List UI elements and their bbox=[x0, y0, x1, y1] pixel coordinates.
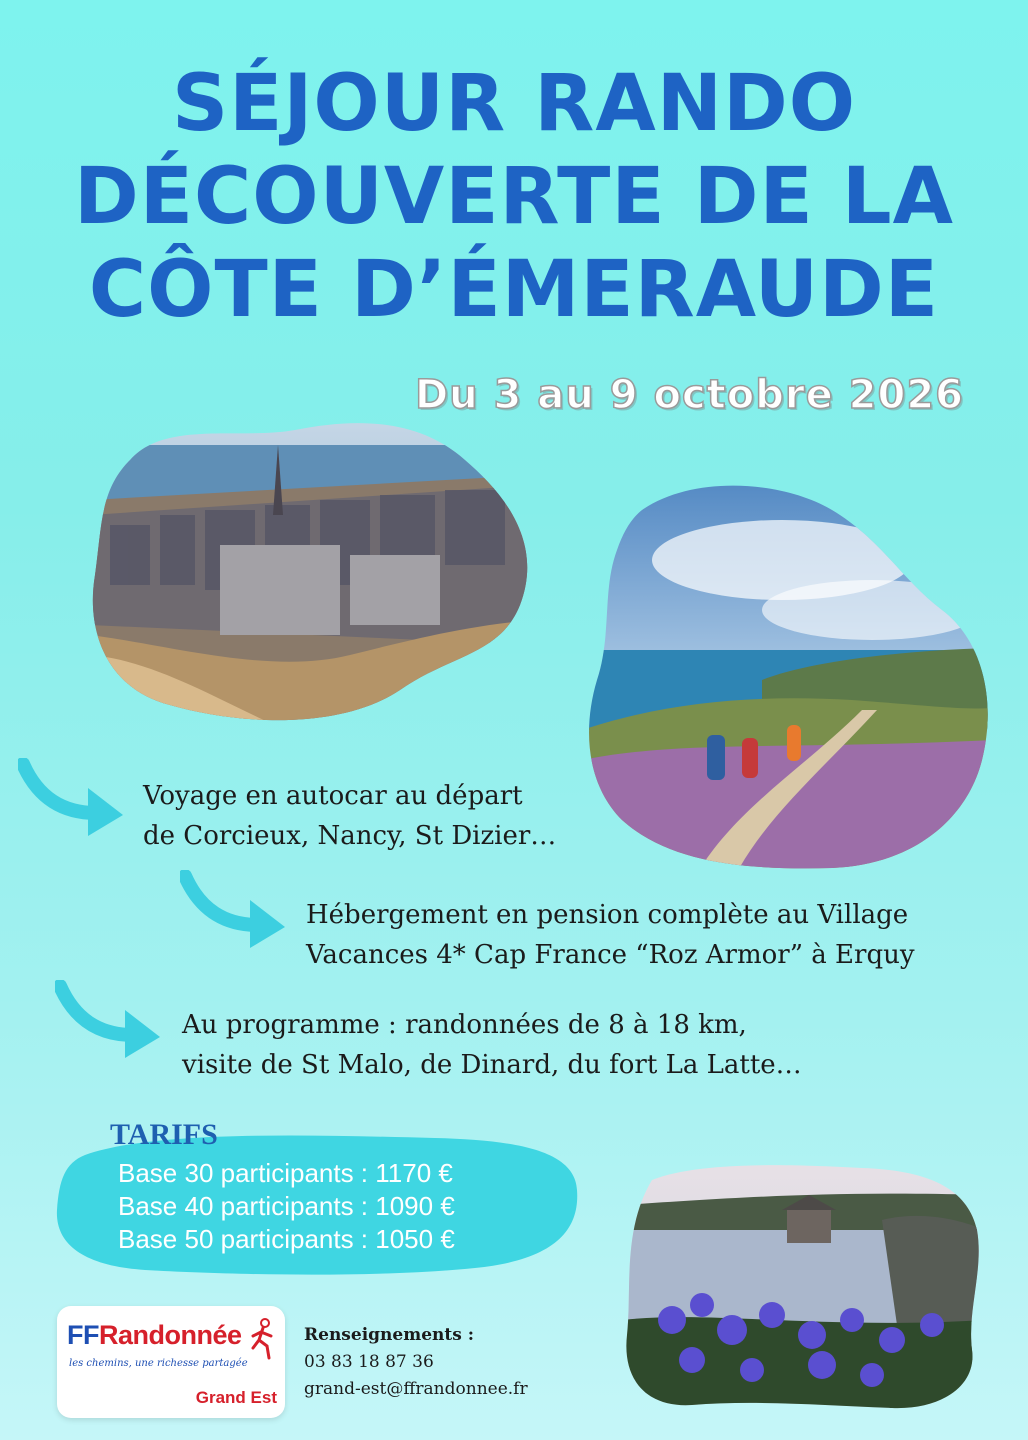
contact-email[interactable]: grand-est@ffrandonnee.fr bbox=[304, 1379, 528, 1399]
title-line-3: CÔTE D’ÉMERAUDE bbox=[88, 245, 940, 335]
tarifs-title: TARIFS bbox=[110, 1118, 218, 1151]
logo-tagline: les chemins, une richesse partagée bbox=[69, 1358, 248, 1369]
logo-rando: Randonnée bbox=[99, 1320, 242, 1350]
title-line-2: DÉCOUVERTE DE LA bbox=[73, 152, 955, 242]
trip-dates: Du 3 au 9 octobre 2026 bbox=[414, 372, 964, 418]
contact-block bbox=[304, 1322, 528, 1403]
info-accommodation-line-1: Hébergement en pension complète au Village bbox=[306, 900, 909, 930]
arrow-icon-1 bbox=[18, 758, 128, 838]
info-transport bbox=[143, 776, 556, 856]
logo-region: Grand Est bbox=[195, 1388, 277, 1407]
contact-phone[interactable]: 03 83 18 87 36 bbox=[304, 1352, 434, 1372]
arrow-icon-3 bbox=[55, 980, 165, 1060]
tarif-line: Base 40 participants : 1090 € bbox=[118, 1191, 455, 1221]
title-line-1: SÉJOUR RANDO bbox=[171, 59, 857, 149]
info-transport-line-2: de Corcieux, Nancy, St Dizier… bbox=[143, 821, 557, 851]
tidal-mill-flowers-photo bbox=[622, 1160, 984, 1410]
info-program bbox=[182, 1005, 802, 1085]
tarif-line: Base 50 participants : 1050 € bbox=[118, 1224, 455, 1254]
info-accommodation bbox=[306, 895, 915, 975]
logo-wordmark bbox=[67, 1320, 242, 1351]
city-aerial-photo bbox=[90, 405, 535, 723]
arrow-icon-2 bbox=[180, 870, 290, 950]
logo-ff: FF bbox=[67, 1320, 99, 1350]
tarif-line: Base 30 participants : 1170 € bbox=[118, 1158, 453, 1188]
contact-label: Renseignements : bbox=[304, 1325, 474, 1345]
ffrandonnee-logo bbox=[57, 1306, 285, 1418]
poster-title bbox=[0, 58, 1028, 337]
info-accommodation-line-2: Vacances 4* Cap France “Roz Armor” à Erquy bbox=[306, 940, 915, 970]
info-program-line-1: Au programme : randonnées de 8 à 18 km, bbox=[182, 1010, 747, 1040]
info-program-line-2: visite de St Malo, de Dinard, du fort La Latte… bbox=[182, 1050, 802, 1080]
hiker-figure-icon bbox=[249, 1318, 277, 1362]
info-transport-line-1: Voyage en autocar au départ bbox=[143, 781, 523, 811]
coastal-hikers-photo bbox=[582, 470, 994, 870]
